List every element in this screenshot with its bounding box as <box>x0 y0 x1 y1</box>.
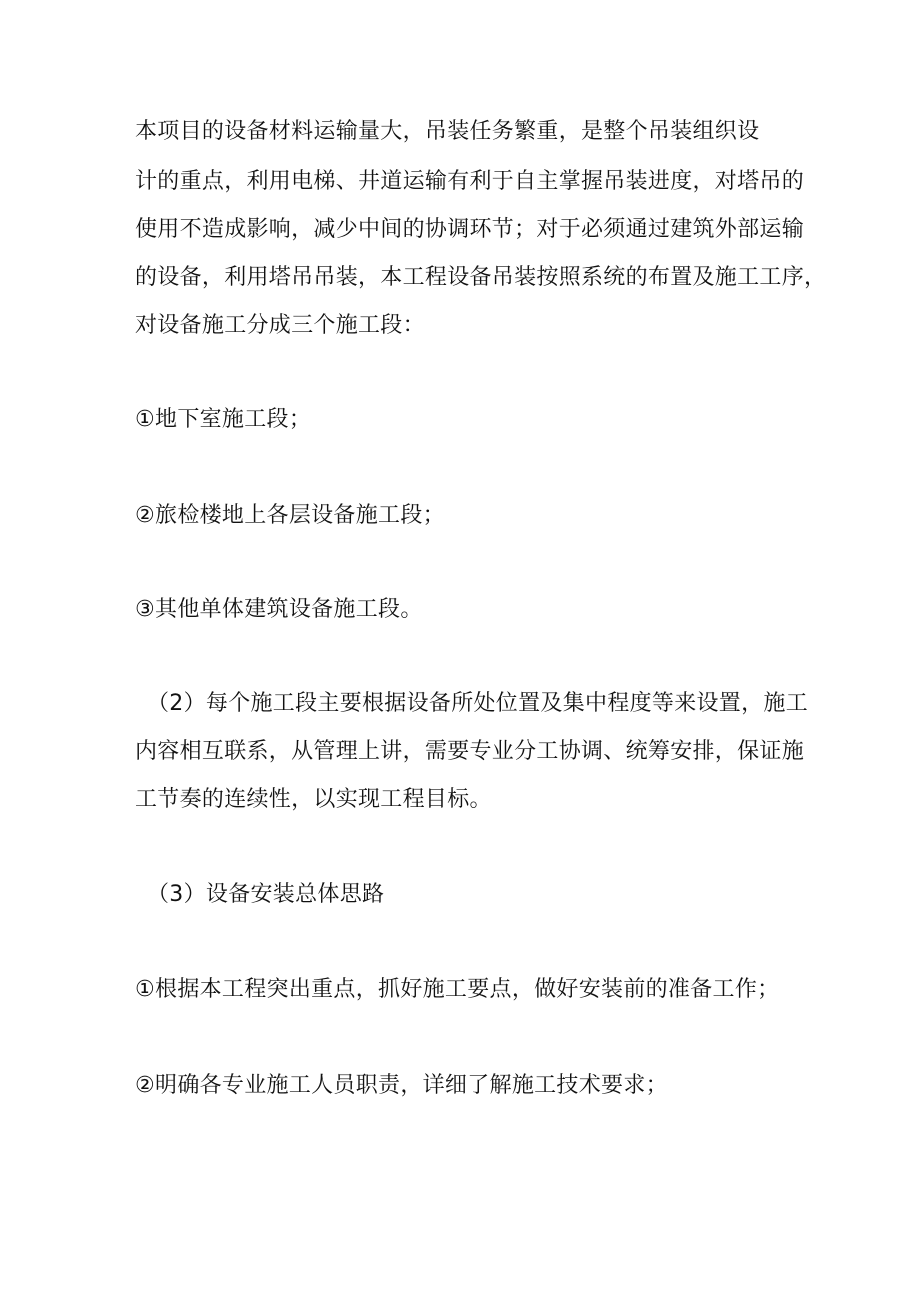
list-item-terminal-floors-stage: ②旅检楼地上各层设备施工段； <box>135 503 445 528</box>
paragraph-line: 内容相互联系，从管理上讲，需要专业分工协调、统筹安排，保证施 <box>135 739 805 764</box>
paragraph-line: 的设备，利用塔吊吊装，本工程设备吊装按照系统的布置及施工工序， <box>135 265 827 290</box>
paragraph-line: 本项目的设备材料运输量大，吊装任务繁重，是整个吊装组织设 <box>135 119 760 144</box>
list-item-other-buildings-stage: ③其他单体建筑设备施工段。 <box>135 597 423 622</box>
paragraph-line: 计的重点，利用电梯、井道运输有利于自主掌握吊装进度，对塔吊的 <box>135 169 805 194</box>
section-heading: （3）设备安装总体思路 <box>147 882 385 907</box>
list-item-responsibilities: ②明确各专业施工人员职责，详细了解施工技术要求； <box>135 1073 668 1098</box>
paragraph-line: （2）每个施工段主要根据设备所处位置及集中程度等来设置，施工 <box>147 691 808 716</box>
paragraph-line: 工节奏的连续性，以实现工程目标。 <box>135 787 492 812</box>
paragraph-line: 对设备施工分成三个施工段： <box>135 313 425 338</box>
list-item-basement-stage: ①地下室施工段； <box>135 407 312 432</box>
paragraph-line: 使用不造成影响，减少中间的协调环节；对于必须通过建筑外部运输 <box>135 217 805 242</box>
list-item-key-points: ①根据本工程突出重点，抓好施工要点，做好安装前的准备工作； <box>135 977 780 1002</box>
